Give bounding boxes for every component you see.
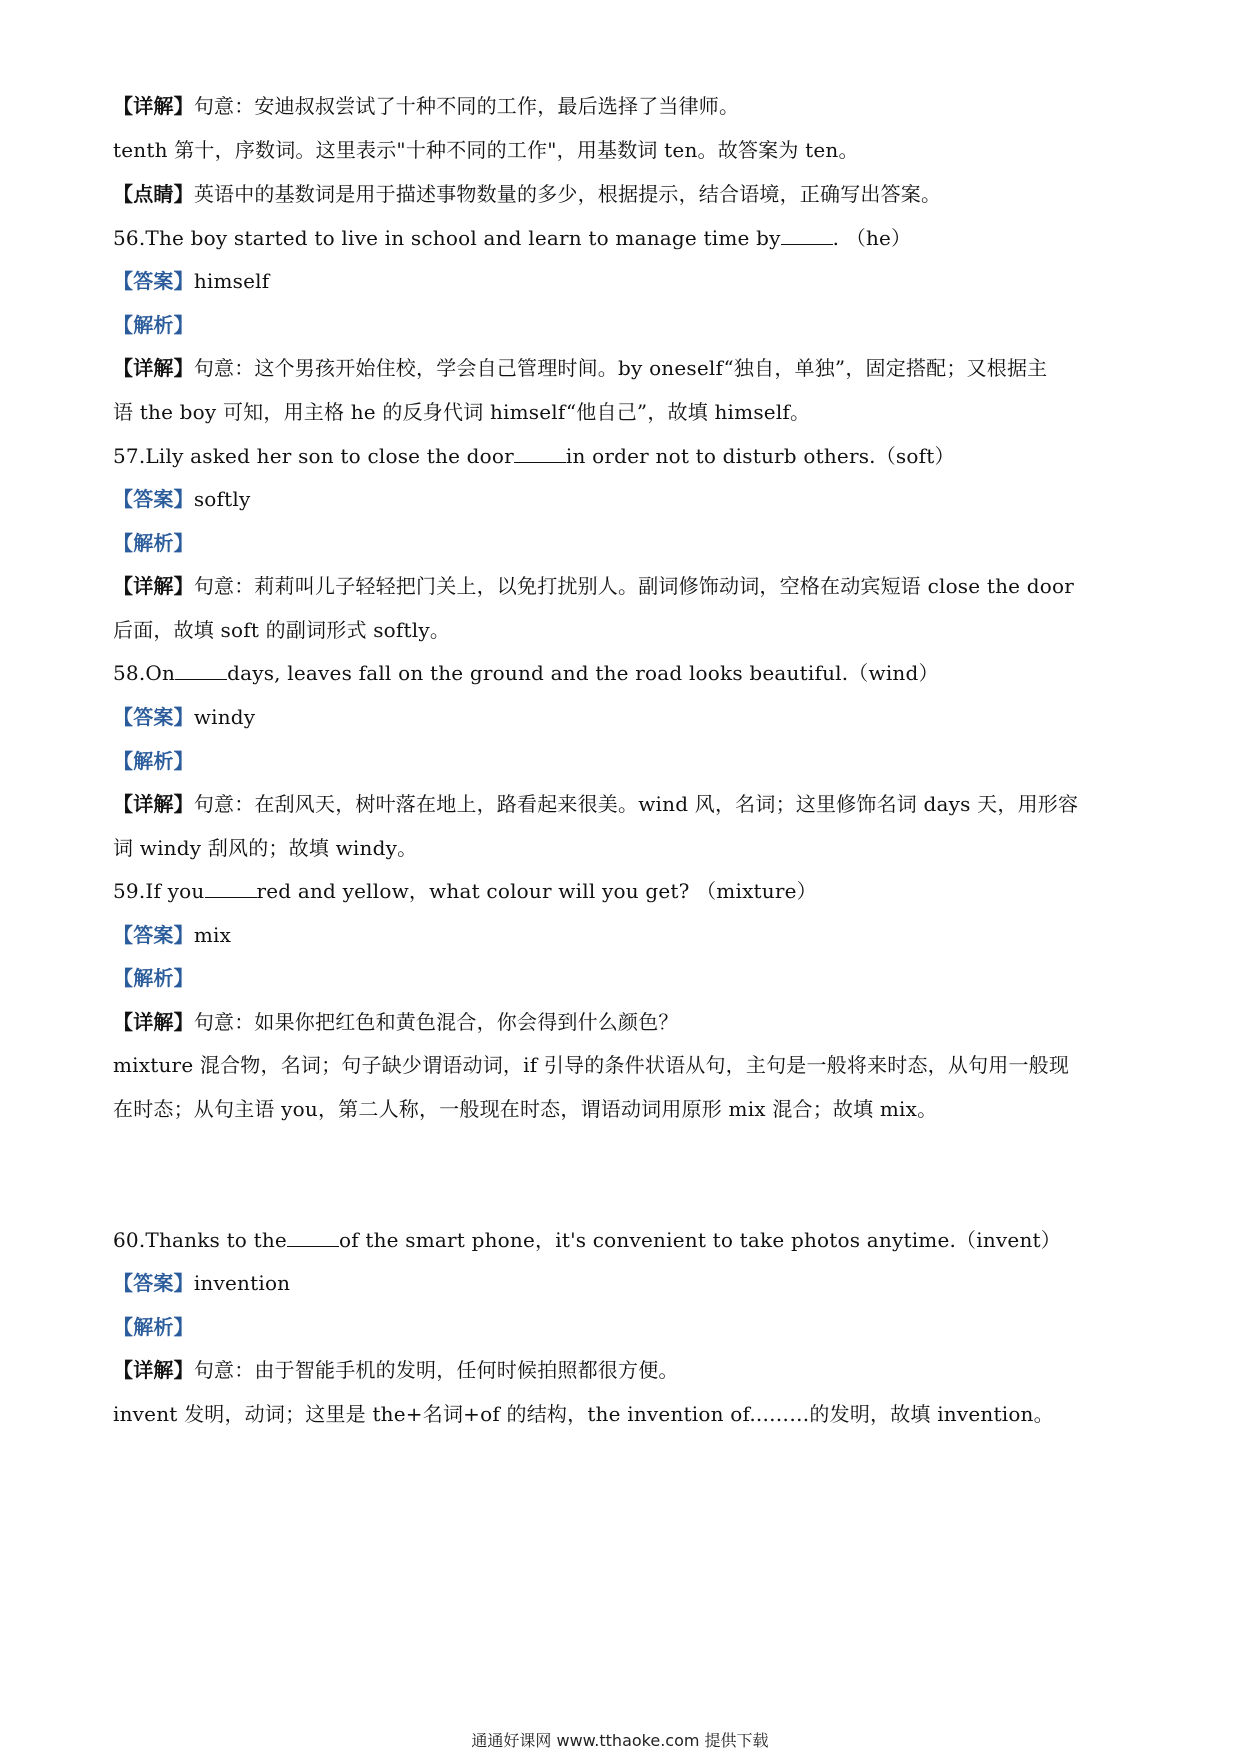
- answer-line: [113, 484, 1133, 514]
- paragraph-text: 句意：安迪叔叔尝试了十种不同的工作，最后选择了当律师。: [193, 94, 740, 118]
- detail-tag: 【详解】: [113, 1010, 194, 1034]
- detail-line: [113, 833, 1133, 863]
- answer-text: invention: [193, 1271, 291, 1295]
- question-text: 57.Lily asked her son to close the door: [113, 444, 514, 468]
- detail-line: [113, 1355, 1133, 1385]
- question-57: [113, 441, 1133, 471]
- detail-line: [113, 397, 1133, 427]
- answer-line: [113, 266, 1133, 296]
- question-hint: . （he）: [832, 226, 912, 250]
- analysis-tag: 【解析】: [113, 313, 194, 337]
- analysis-line: [113, 746, 1133, 776]
- detail-line: [113, 571, 1133, 601]
- answer-blank: [514, 444, 566, 463]
- analysis-line: [113, 1312, 1133, 1342]
- detail-line: [113, 353, 1133, 383]
- detail-tag: 【详解】: [113, 94, 194, 118]
- question-text: 56.The boy started to live in school and learn to manage time by: [113, 226, 781, 250]
- answer-text: himself: [193, 269, 270, 293]
- question-text: 60.Thanks to the: [113, 1228, 287, 1252]
- paragraph: [113, 91, 1133, 121]
- detail-text: 在时态；从句主语 you，第二人称，一般现在时态，谓语动词用原形 mix 混合；故填 mix。: [113, 1097, 938, 1121]
- answer-text: softly: [193, 487, 251, 511]
- detail-tag: 【详解】: [113, 574, 194, 598]
- question-hint: of the smart phone，it's convenient to take photos anytime.（invent）: [338, 1228, 1061, 1252]
- detail-text: 词 windy 刮风的；故填 windy。: [113, 836, 418, 860]
- analysis-tag: 【解析】: [113, 531, 194, 555]
- analysis-line: [113, 528, 1133, 558]
- answer-line: [113, 702, 1133, 732]
- page-footer: 通通好课网 www.tthaoke.com 提供下载: [471, 1731, 769, 1750]
- paragraph: [113, 179, 1133, 209]
- analysis-tag: 【解析】: [113, 749, 194, 773]
- question-hint: red and yellow，what colour will you get? （mixture）: [256, 879, 817, 903]
- answer-tag: 【答案】: [113, 923, 194, 947]
- detail-text: 句意：在刮风天，树叶落在地上，路看起来很美。wind 风，名词；这里修饰名词 days 天，用形容: [193, 792, 1079, 816]
- detail-line: [113, 615, 1133, 645]
- detail-text: 句意：如果你把红色和黄色混合，你会得到什么颜色？: [193, 1010, 679, 1034]
- answer-text: windy: [193, 705, 256, 729]
- answer-tag: 【答案】: [113, 487, 194, 511]
- detail-line: [113, 1007, 1133, 1037]
- detail-text: 句意：这个男孩开始住校，学会自己管理时间。by oneself“独自，单独”，固定搭配；又根据主: [193, 356, 1048, 380]
- answer-blank: [175, 661, 227, 680]
- question-60: [113, 1225, 1133, 1255]
- analysis-line: [113, 963, 1133, 993]
- detail-text: 句意：莉莉叫儿子轻轻把门关上，以免打扰别人。副词修饰动词，空格在动宾短语 close the door: [193, 574, 1075, 598]
- answer-blank: [781, 226, 833, 245]
- detail-text: 语 the boy 可知，用主格 he 的反身代词 himself“他自己”，故填 himself。: [113, 400, 811, 424]
- question-text: 58.On: [113, 661, 176, 685]
- answer-tag: 【答案】: [113, 269, 194, 293]
- answer-line: [113, 1268, 1133, 1298]
- detail-tag: 【详解】: [113, 1358, 194, 1382]
- analysis-tag: 【解析】: [113, 966, 194, 990]
- paragraph-text: 英语中的基数词是用于描述事物数量的多少，根据提示，结合语境，正确写出答案。: [193, 182, 942, 206]
- answer-text: mix: [193, 923, 232, 947]
- answer-tag: 【答案】: [113, 705, 194, 729]
- answer-line: [113, 920, 1133, 950]
- analysis-tag: 【解析】: [113, 1315, 194, 1339]
- question-hint: days, leaves fall on the ground and the road looks beautiful.（wind）: [227, 661, 939, 685]
- detail-line: [113, 1094, 1133, 1124]
- answer-tag: 【答案】: [113, 1271, 194, 1295]
- paragraph-text: tenth 第十，序数词。这里表示"十种不同的工作"，用基数词 ten。故答案为 ten。: [113, 138, 859, 162]
- detail-line: [113, 1399, 1133, 1429]
- detail-tag: 【详解】: [113, 356, 194, 380]
- detail-line: [113, 789, 1133, 819]
- analysis-line: [113, 310, 1133, 340]
- question-hint: in order not to disturb others.（soft）: [565, 444, 955, 468]
- question-59: [113, 876, 1133, 906]
- answer-blank: [205, 879, 257, 898]
- answer-blank: [287, 1228, 339, 1247]
- detail-tag: 【详解】: [113, 792, 194, 816]
- question-56: [113, 223, 1133, 253]
- detail-text: 句意：由于智能手机的发明，任何时候拍照都很方便。: [193, 1358, 679, 1382]
- question-text: 59.If you: [113, 879, 205, 903]
- detail-text: invent 发明，动词；这里是 the+名词+of 的结构，the invention of...……的发明，故填 invention。: [113, 1402, 1054, 1426]
- detail-text: 后面，故填 soft 的副词形式 softly。: [113, 618, 451, 642]
- paragraph: [113, 135, 1133, 165]
- detail-text: mixture 混合物，名词；句子缺少谓语动词，if 引导的条件状语从句，主句是一般将来时态，从句用一般现: [113, 1053, 1070, 1077]
- comment-tag: 【点睛】: [113, 182, 194, 206]
- question-58: [113, 658, 1133, 688]
- detail-line: [113, 1050, 1133, 1080]
